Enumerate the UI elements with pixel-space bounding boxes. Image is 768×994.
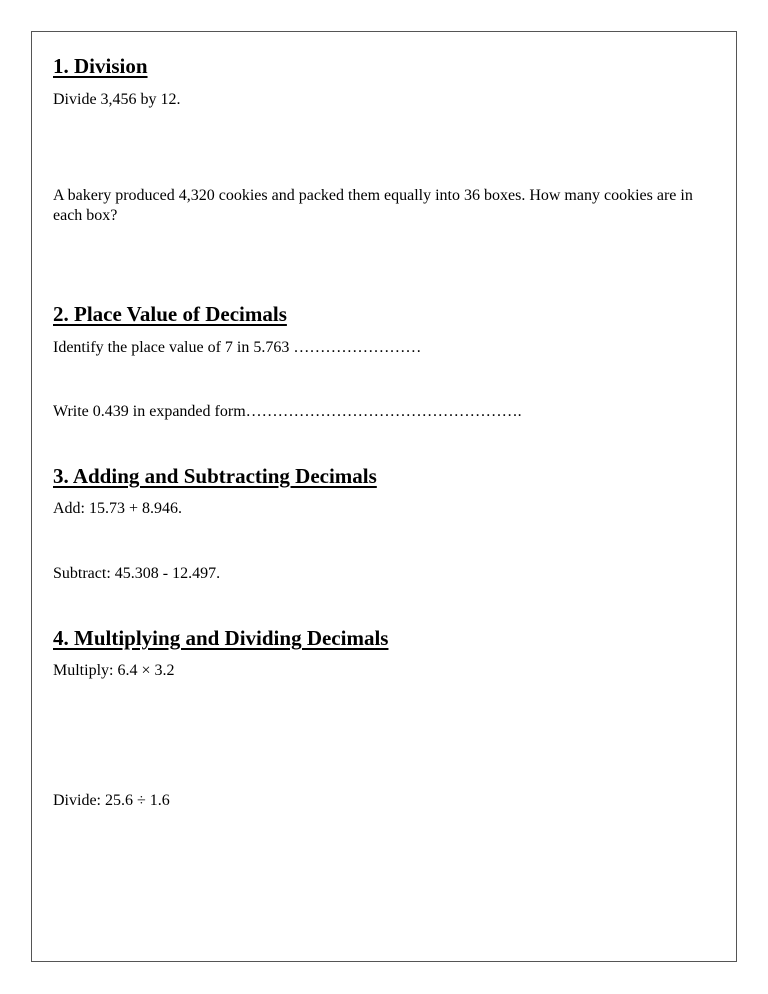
question-place-value: Identify the place value of 7 in 5.763 ……………………: [53, 339, 422, 356]
section-heading-division: 1. Division: [53, 54, 148, 78]
section-heading-add-subtract: 3. Adding and Subtracting Decimals: [53, 464, 377, 488]
question-subtract: Subtract: 45.308 - 12.497.: [53, 565, 221, 582]
page-border: [31, 31, 737, 962]
question-bakery-word-problem: A bakery produced 4,320 cookies and packed them equally into 36 boxes. How many cookies are in each box?: [53, 187, 693, 224]
section-heading-multiply-divide: 4. Multiplying and Dividing Decimals: [53, 626, 389, 650]
section-heading-place-value: 2. Place Value of Decimals: [53, 302, 287, 326]
question-divide-decimals: Divide: 25.6 ÷ 1.6: [53, 792, 170, 809]
question-multiply: Multiply: 6.4 × 3.2: [53, 662, 175, 679]
question-expanded-form: Write 0.439 in expanded form…………………………………………….: [53, 403, 522, 420]
question-add: Add: 15.73 + 8.946.: [53, 500, 183, 517]
question-divide: Divide 3,456 by 12.: [53, 91, 181, 108]
